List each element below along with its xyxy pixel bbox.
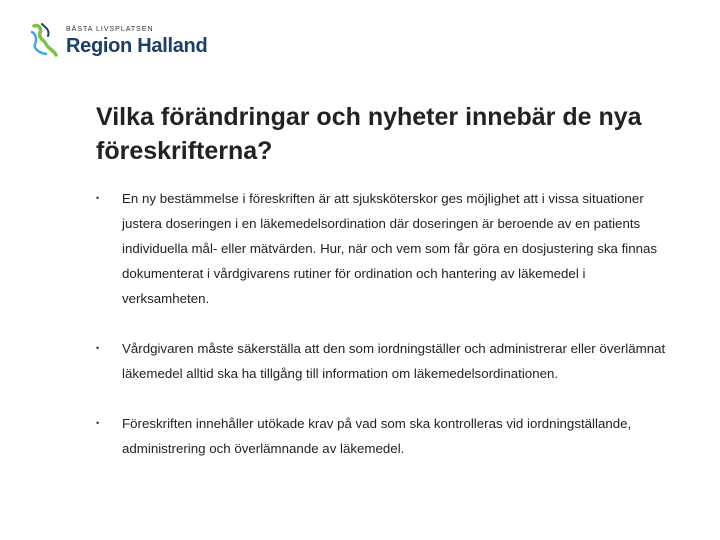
bullet-text: Föreskriften innehåller utökade krav på vad som ska kontrolleras vid iordningställande, administrering och överlämnande av läkemedel.	[122, 416, 632, 456]
bullet-item	[96, 186, 676, 311]
bullet-item	[96, 336, 676, 386]
bullet-text: Vårdgivaren måste säkerställa att den som iordningställer och administrerar eller överlämnat läkemedel alltid ska ha tillgång till information om läkemedelsordinationen.	[122, 341, 666, 381]
bullet-marker: •	[96, 343, 100, 353]
bullet-marker: •	[96, 193, 100, 203]
halland-map-icon	[28, 20, 62, 60]
region-halland-logo	[28, 20, 207, 60]
bullet-text: En ny bestämmelse i föreskriften är att sjuksköterskor ges möjlighet att i vissa situationer justera doseringen i en läkemedelsordination där doseringen är beroende av en patients individuella mål- eller mätvärden. Hur, när och vem som får göra en dosjustering ska finnas dokumenterat i vårdgivarens rutiner för ordination och hantering av läkemedel i verksamheten.	[122, 191, 658, 306]
bullet-list	[96, 186, 676, 486]
slide-title: Vilka förändringar och nyheter innebär de nya föreskrifterna?	[96, 103, 642, 165]
logo-name: Region Halland	[66, 35, 208, 57]
bullet-marker: •	[96, 418, 100, 428]
bullet-item	[96, 411, 676, 461]
logo-tagline: BÄSTA LIVSPLATSEN	[66, 26, 154, 33]
